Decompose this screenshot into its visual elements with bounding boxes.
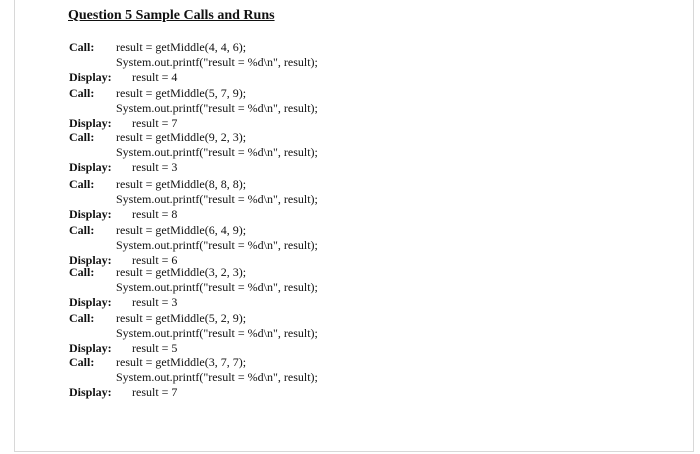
call-code: result = getMiddle(9, 2, 3);: [116, 130, 247, 144]
call-code: result = getMiddle(5, 7, 9);: [116, 86, 247, 100]
call-code: result = getMiddle(3, 7, 7);: [116, 355, 247, 369]
display-label: Display:: [69, 207, 112, 221]
display-label: Display:: [69, 253, 112, 267]
call-label: Call:: [69, 130, 95, 144]
print-code: System.out.printf("result = %d\n", result);: [116, 238, 318, 252]
call-code: result = getMiddle(5, 2, 9);: [116, 311, 247, 325]
print-code: System.out.printf("result = %d\n", result);: [116, 145, 318, 159]
display-result: result = 7: [132, 116, 178, 130]
display-label: Display:: [69, 341, 112, 355]
display-label: Display:: [69, 385, 112, 399]
print-code: System.out.printf("result = %d\n", result);: [116, 192, 318, 206]
print-code: System.out.printf("result = %d\n", result);: [116, 326, 318, 340]
print-code: System.out.printf("result = %d\n", result);: [116, 370, 318, 384]
call-label: Call:: [69, 177, 95, 191]
display-result: result = 5: [132, 341, 178, 355]
display-result: result = 7: [132, 385, 178, 399]
display-result: result = 4: [132, 70, 178, 84]
display-label: Display:: [69, 295, 112, 309]
call-code: result = getMiddle(6, 4, 9);: [116, 223, 247, 237]
print-code: System.out.printf("result = %d\n", result);: [116, 280, 318, 294]
call-label: Call:: [69, 40, 95, 54]
call-label: Call:: [69, 311, 95, 325]
display-result: result = 3: [132, 295, 178, 309]
call-code: result = getMiddle(4, 4, 6);: [116, 40, 247, 54]
print-code: System.out.printf("result = %d\n", result);: [116, 55, 318, 69]
call-code: result = getMiddle(3, 2, 3);: [116, 265, 247, 279]
call-code: result = getMiddle(8, 8, 8);: [116, 177, 247, 191]
display-result: result = 6: [132, 253, 178, 267]
call-label: Call:: [69, 223, 95, 237]
display-label: Display:: [69, 116, 112, 130]
call-label: Call:: [69, 86, 95, 100]
call-label: Call:: [69, 355, 95, 369]
document-title: Question 5 Sample Calls and Runs: [68, 8, 275, 23]
display-result: result = 3: [132, 160, 178, 174]
display-label: Display:: [69, 160, 112, 174]
display-label: Display:: [69, 70, 112, 84]
call-label: Call:: [69, 265, 95, 279]
display-result: result = 8: [132, 207, 178, 221]
print-code: System.out.printf("result = %d\n", result);: [116, 101, 318, 115]
